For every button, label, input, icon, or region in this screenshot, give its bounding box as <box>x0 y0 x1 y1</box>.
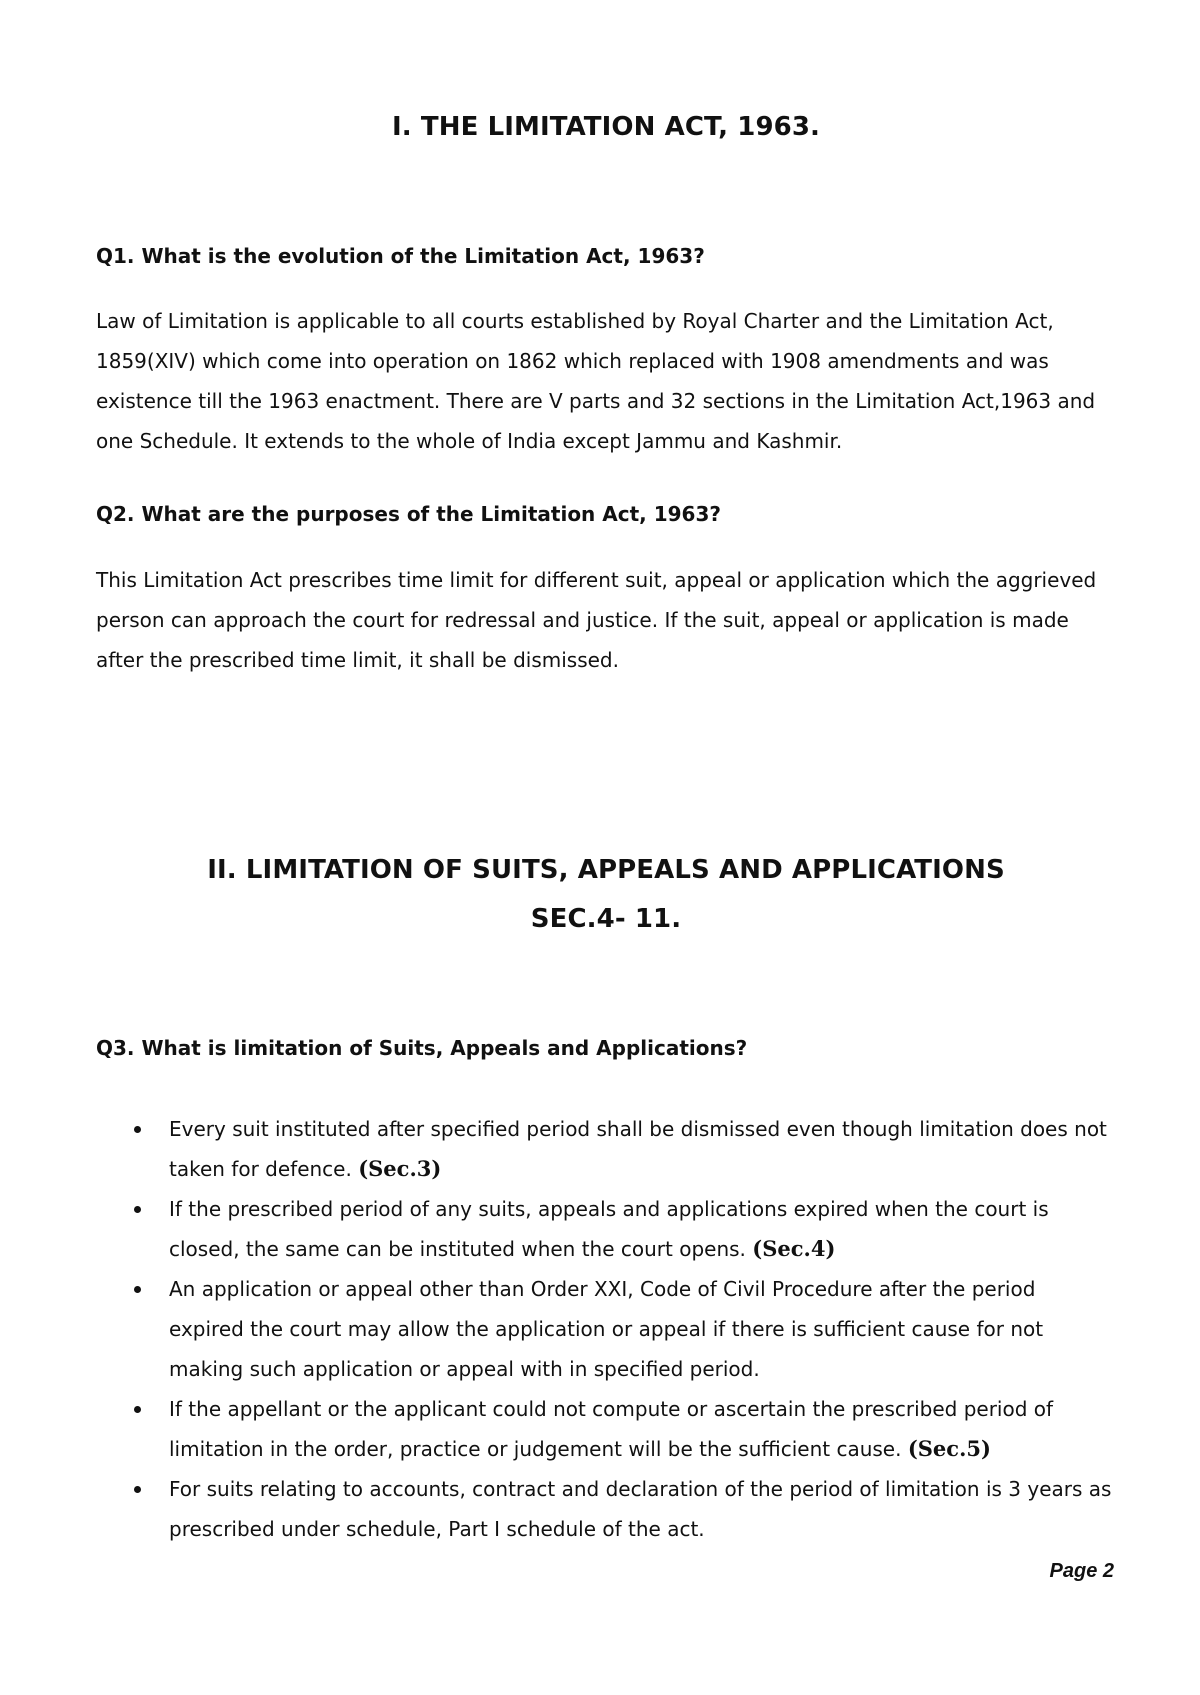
section-reference: (Sec.5) <box>907 1436 991 1461</box>
list-item-text: If the appellant or the applicant could not compute or ascertain the prescribed period of limitation in the order, practice or judgement will be the sufficient cause. <box>169 1397 1054 1461</box>
list-item <box>96 1189 1116 1269</box>
bullet-dot-icon <box>134 1126 141 1133</box>
bullet-dot-icon <box>134 1286 141 1293</box>
list-item-text: An application or appeal other than Order XXI, Code of Civil Procedure after the period expired the court may allow the application or appeal if there is sufficient cause for not making such application or appeal with in specified period. <box>169 1277 1044 1381</box>
section-reference: (Sec.4) <box>752 1236 836 1261</box>
question-q2: Q2. What are the purposes of the Limitation Act, 1963? <box>96 502 721 526</box>
list-item-text: Every suit instituted after specified period shall be dismissed even though limitation does not taken for defence. <box>169 1117 1107 1181</box>
list-item <box>96 1469 1116 1549</box>
q3-bullet-list <box>96 1109 1116 1549</box>
section-heading-1: I. THE LIMITATION ACT, 1963. <box>391 112 821 142</box>
question-q1: Q1. What is the evolution of the Limitation Act, 1963? <box>96 244 705 268</box>
answer-q1: Law of Limitation is applicable to all courts established by Royal Charter and the Limitation Act, 1859(XIV) which come into operation on 1862 which replaced with 1908 amendments and was existence till the 1963 enactment. There are V parts and 32 sections in the Limitation Act,1963 and one Schedule. It extends to the whole of India except Jammu and Kashmir. <box>96 309 1096 453</box>
section-heading-2-line1: II. LIMITATION OF SUITS, APPEALS AND APPLICATIONS <box>207 855 1005 885</box>
answer-q2: This Limitation Act prescribes time limit for different suit, appeal or application which the aggrieved person can approach the court for redressal and justice. If the suit, appeal or application is made after the prescribed time limit, it shall be dismissed. <box>96 568 1097 672</box>
bullet-dot-icon <box>134 1206 141 1213</box>
list-item <box>96 1109 1116 1189</box>
bullet-dot-icon <box>134 1406 141 1413</box>
bullet-dot-icon <box>134 1486 141 1493</box>
section-reference: (Sec.3) <box>358 1156 442 1181</box>
section-heading-2-line2: SEC.4- 11. <box>530 904 682 934</box>
page-number: Page 2 <box>1049 1560 1114 1582</box>
question-q3: Q3. What is limitation of Suits, Appeals and Applications? <box>96 1036 748 1060</box>
list-item-text: For suits relating to accounts, contract and declaration of the period of limitation is 3 years as prescribed under schedule, Part I schedule of the act. <box>169 1477 1112 1541</box>
list-item <box>96 1389 1116 1469</box>
list-item <box>96 1269 1116 1389</box>
list-item-text: If the prescribed period of any suits, appeals and applications expired when the court is closed, the same can be instituted when the court opens. <box>169 1197 1049 1261</box>
